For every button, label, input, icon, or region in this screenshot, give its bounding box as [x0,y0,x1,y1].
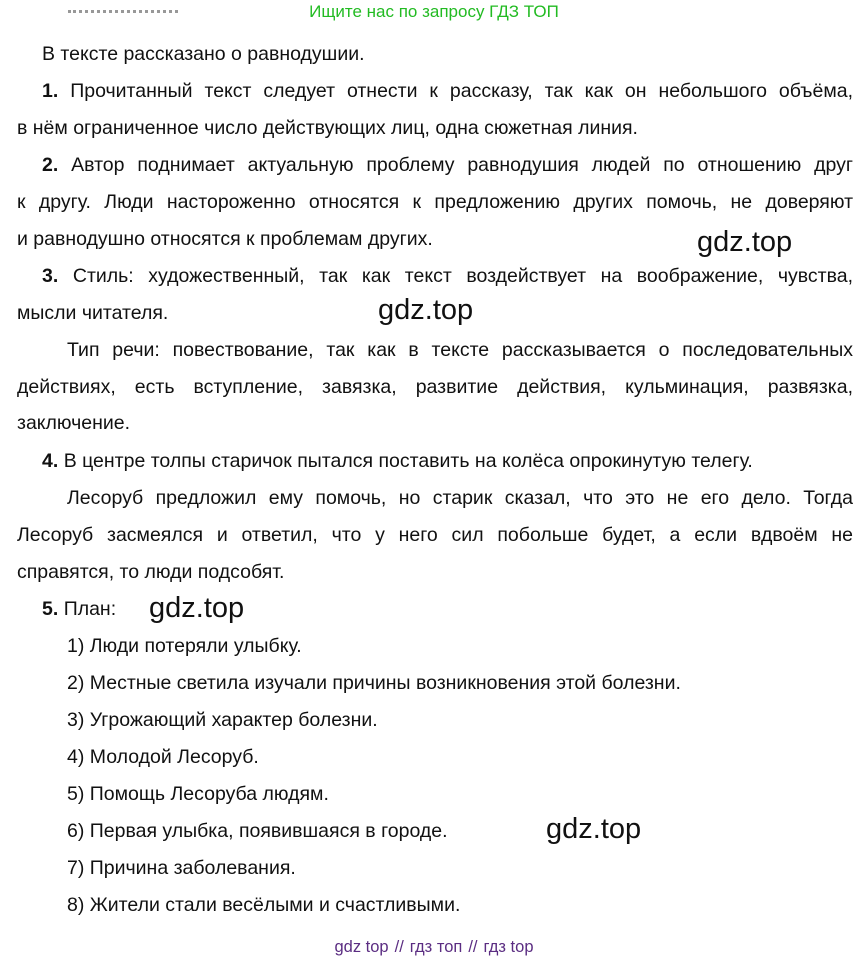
answer-3-line-2: мысли читателя. [17,302,169,324]
footer-text: гдз top [483,938,534,956]
top-banner: Ищите нас по запросу ГДЗ ТОП [309,2,559,21]
footer-links [0,938,868,957]
answer-4-line-3: Лесоруб засмеялся и ответил, что у него сил побольше будет, а если вдвоём не [17,524,853,546]
plan-item: 7) Причина заболевания. [67,857,296,879]
answer-4-number: 4. [42,450,59,472]
plan-item: 8) Жители стали весёлыми и счастливыми. [67,894,461,916]
answer-1-line-2: в нём ограниченное число действующих лиц, одна сюжетная линия. [17,117,638,139]
watermark: gdz.top [546,813,642,845]
answer-4-line-4: справятся, то люди подсобят. [17,561,285,583]
watermark: gdz.top [149,592,245,624]
watermark: gdz.top [378,294,474,326]
intro-text: В тексте рассказано о равнодушии. [42,43,365,65]
footer-text: gdz top [334,938,389,956]
answer-1-line-1: 1. Прочитанный текст следует отнести к рассказу, так как он небольшого объёма, [42,80,853,102]
answer-2-number: 2. [42,154,59,176]
footer-text: гдз топ [409,938,463,956]
answer-3-line-3: Тип речи: повествование, так как в тексте рассказывается о последовательных [67,339,853,361]
answer-2-line-3: и равнодушно относятся к проблемам других. [17,228,433,250]
plan-label: План: [63,598,117,620]
plan-item: 6) Первая улыбка, появившаяся в городе. [67,820,448,842]
watermark: gdz.top [697,226,793,258]
answer-3-line-5: заключение. [17,412,131,434]
footer-separator: // [394,938,404,956]
plan-item: 2) Местные светила изучали причины возникновения этой болезни. [67,672,681,694]
answer-5-number: 5. [42,598,59,620]
answer-3-line-4: действиях, есть вступление, завязка, развитие действия, кульминация, развязка, [17,376,853,398]
plan-item: 1) Люди потеряли улыбку. [67,635,302,657]
footer-separator: // [468,938,478,956]
cropped-text-remnant [68,10,178,21]
answer-4-line-1: 4. В центре толпы старичок пытался поставить на колёса опрокинутую телегу. [42,450,753,472]
answer-2-line-1: 2. Автор поднимает актуальную проблему равнодушия людей по отношению друг [42,154,853,176]
answer-3-line-1: 3. Стиль: художественный, так как текст воздействует на воображение, чувства, [42,265,854,287]
plan-item: 4) Молодой Лесоруб. [67,746,259,768]
answer-3-number: 3. [42,265,59,287]
plan-item: 5) Помощь Лесоруба людям. [67,783,329,805]
answer-2-line-2: к другу. Люди настороженно относятся к предложению других помочь, не доверяют [17,191,853,213]
answer-1-number: 1. [42,80,59,102]
plan-item: 3) Угрожающий характер болезни. [67,709,378,731]
answer-4-line-2: Лесоруб предложил ему помочь, но старик сказал, что это не его дело. Тогда [67,487,853,509]
